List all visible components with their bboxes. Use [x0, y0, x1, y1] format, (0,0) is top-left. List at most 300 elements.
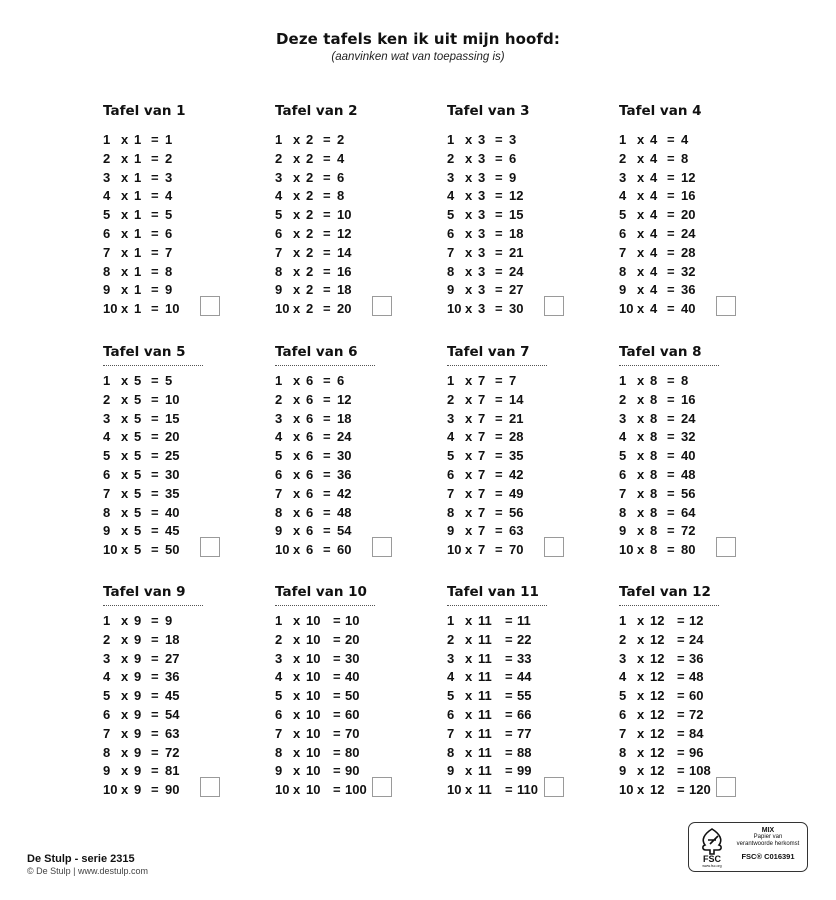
- multiplicand: 4: [650, 169, 658, 185]
- product: 36: [165, 669, 180, 685]
- equals-sign: =: [505, 688, 513, 704]
- product: 9: [165, 282, 173, 298]
- equals-sign: =: [323, 523, 331, 539]
- multiplier: 6: [275, 225, 283, 241]
- times-sign: x: [293, 485, 301, 501]
- multiplier: 2: [619, 150, 627, 166]
- multiplier: 1: [275, 132, 283, 147]
- times-sign: x: [637, 725, 645, 741]
- equals-sign: =: [151, 744, 159, 760]
- product: 35: [165, 485, 180, 501]
- equals-sign: =: [151, 669, 159, 685]
- equals-sign: =: [151, 391, 159, 407]
- page-subtitle: (aanvinken wat van toepassing is): [331, 51, 505, 63]
- product: 60: [337, 542, 352, 558]
- multiplier: 5: [275, 448, 283, 464]
- multiplier: 9: [447, 282, 455, 298]
- tables-grid: [103, 101, 803, 821]
- equals-sign: =: [151, 410, 159, 426]
- product: 48: [689, 669, 704, 685]
- equals-sign: =: [151, 631, 159, 647]
- multiplier: 2: [447, 391, 455, 407]
- multiplicand: 1: [134, 301, 142, 317]
- times-sign: x: [637, 782, 645, 798]
- multiplicand: 5: [134, 373, 142, 388]
- times-sign: x: [293, 282, 301, 298]
- times-sign: x: [121, 282, 129, 298]
- equals-sign: =: [151, 373, 159, 388]
- multiplicand: 4: [650, 150, 658, 166]
- multiplier: 10: [103, 782, 118, 798]
- times-sign: x: [637, 188, 645, 204]
- times-sign: x: [465, 669, 473, 685]
- multiplicand: 11: [478, 763, 492, 779]
- equals-sign: =: [667, 263, 675, 279]
- multiplicand: 10: [306, 669, 321, 685]
- multiplier: 10: [275, 542, 290, 558]
- times-sign: x: [637, 263, 645, 279]
- multiplicand: 9: [134, 782, 142, 798]
- times-sign: x: [637, 613, 645, 628]
- multiplicand: 6: [306, 373, 314, 388]
- equals-sign: =: [151, 301, 159, 317]
- multiplier: 3: [619, 169, 627, 185]
- equals-sign: =: [667, 244, 675, 260]
- product: 55: [517, 688, 532, 704]
- product: 5: [165, 373, 173, 388]
- equals-sign: =: [667, 169, 675, 185]
- product: 72: [689, 706, 704, 722]
- equals-sign: =: [677, 650, 685, 666]
- equals-sign: =: [495, 282, 503, 298]
- times-sign: x: [637, 485, 645, 501]
- multiplicand: 9: [134, 725, 142, 741]
- equals-sign: =: [151, 244, 159, 260]
- multiplicand: 4: [650, 263, 658, 279]
- product: 50: [345, 688, 360, 704]
- multiplier: 5: [275, 688, 283, 704]
- equals-sign: =: [151, 169, 159, 185]
- multiplier: 6: [447, 706, 455, 722]
- product: 12: [509, 188, 524, 204]
- checkbox-table-9[interactable]: [200, 777, 220, 797]
- product: 49: [509, 485, 524, 501]
- equals-sign: =: [677, 688, 685, 704]
- multiplicand: 3: [478, 150, 486, 166]
- times-table-1: [103, 101, 263, 317]
- times-sign: x: [121, 763, 129, 779]
- footer-copyright: © De Stulp | www.destulp.com: [27, 866, 149, 876]
- multiplier: 9: [447, 763, 455, 779]
- multiplier: 4: [447, 429, 455, 445]
- multiplier: 8: [619, 744, 627, 760]
- multiplicand: 4: [650, 244, 658, 260]
- multiplicand: 2: [306, 188, 314, 204]
- equals-sign: =: [667, 448, 675, 464]
- equals-sign: =: [667, 485, 675, 501]
- times-sign: x: [121, 132, 129, 147]
- checkbox-table-11[interactable]: [544, 777, 564, 797]
- table-title: Tafel van 7: [447, 344, 530, 360]
- product: 40: [345, 669, 360, 685]
- product: 21: [509, 244, 524, 260]
- times-sign: x: [465, 244, 473, 260]
- times-sign: x: [637, 301, 645, 317]
- equals-sign: =: [495, 523, 503, 539]
- product: 7: [165, 244, 173, 260]
- multiplicand: 2: [306, 132, 314, 147]
- multiplier: 2: [103, 150, 111, 166]
- multiplicand: 5: [134, 429, 142, 445]
- times-sign: x: [121, 523, 129, 539]
- times-sign: x: [465, 410, 473, 426]
- multiplier: 1: [447, 132, 455, 147]
- product: 1: [165, 132, 173, 147]
- equals-sign: =: [495, 263, 503, 279]
- multiplier: 1: [103, 373, 111, 388]
- multiplier: 1: [619, 132, 627, 147]
- table-title: Tafel van 11: [447, 584, 539, 600]
- product: 16: [337, 263, 352, 279]
- equals-sign: =: [333, 631, 341, 647]
- equals-sign: =: [677, 613, 685, 628]
- product: 80: [681, 542, 696, 558]
- multiplier: 1: [103, 613, 111, 628]
- times-sign: x: [121, 688, 129, 704]
- table-title: Tafel van 10: [275, 584, 367, 600]
- multiplicand: 8: [650, 542, 658, 558]
- dotted-divider: [275, 605, 375, 606]
- checkbox-table-2[interactable]: [372, 296, 392, 316]
- multiplier: 9: [447, 523, 455, 539]
- multiplicand: 5: [134, 391, 142, 407]
- equals-sign: =: [323, 132, 331, 147]
- times-sign: x: [637, 650, 645, 666]
- times-sign: x: [465, 763, 473, 779]
- times-sign: x: [293, 523, 301, 539]
- product: 18: [337, 282, 352, 298]
- equals-sign: =: [495, 373, 503, 388]
- multiplier: 5: [447, 448, 455, 464]
- checkbox-table-5[interactable]: [200, 537, 220, 557]
- table-title: Tafel van 12: [619, 584, 711, 600]
- multiplier: 10: [619, 782, 634, 798]
- equals-sign: =: [323, 301, 331, 317]
- multiplier: 7: [447, 725, 455, 741]
- multiplicand: 9: [134, 631, 142, 647]
- multiplicand: 6: [306, 504, 314, 520]
- product: 18: [337, 410, 352, 426]
- checkbox-table-6[interactable]: [372, 537, 392, 557]
- equals-sign: =: [151, 282, 159, 298]
- checkbox-table-1[interactable]: [200, 296, 220, 316]
- product: 45: [165, 688, 180, 704]
- times-sign: x: [637, 429, 645, 445]
- product: 28: [509, 429, 524, 445]
- times-sign: x: [637, 410, 645, 426]
- multiplicand: 9: [134, 763, 142, 779]
- product: 32: [681, 263, 696, 279]
- multiplier: 3: [103, 650, 111, 666]
- times-sign: x: [293, 429, 301, 445]
- footer-title: De Stulp - serie 2315: [27, 853, 135, 865]
- times-sign: x: [465, 391, 473, 407]
- checkbox-table-8[interactable]: [716, 537, 736, 557]
- product: 22: [517, 631, 532, 647]
- product: 90: [165, 782, 180, 798]
- multiplicand: 7: [478, 466, 486, 482]
- times-sign: x: [465, 706, 473, 722]
- multiplicand: 2: [306, 282, 314, 298]
- multiplicand: 6: [306, 542, 314, 558]
- times-sign: x: [465, 301, 473, 317]
- times-sign: x: [121, 429, 129, 445]
- product: 8: [681, 150, 689, 166]
- multiplier: 7: [619, 725, 627, 741]
- equals-sign: =: [151, 225, 159, 241]
- dotted-divider: [447, 365, 547, 366]
- multiplicand: 8: [650, 504, 658, 520]
- product: 30: [165, 466, 180, 482]
- multiplier: 3: [103, 410, 111, 426]
- table-title: Tafel van 4: [619, 103, 702, 119]
- equals-sign: =: [495, 188, 503, 204]
- times-sign: x: [293, 225, 301, 241]
- times-sign: x: [637, 688, 645, 704]
- product: 77: [517, 725, 532, 741]
- equals-sign: =: [667, 429, 675, 445]
- times-sign: x: [293, 410, 301, 426]
- times-sign: x: [637, 282, 645, 298]
- product: 4: [165, 188, 173, 204]
- times-table-7: [447, 342, 607, 558]
- footer: [27, 853, 148, 876]
- product: 10: [165, 301, 180, 317]
- multiplicand: 8: [650, 448, 658, 464]
- product: 20: [165, 429, 180, 445]
- times-sign: x: [637, 744, 645, 760]
- times-sign: x: [465, 188, 473, 204]
- equals-sign: =: [505, 650, 513, 666]
- equals-sign: =: [151, 150, 159, 166]
- equals-sign: =: [505, 669, 513, 685]
- equals-sign: =: [495, 225, 503, 241]
- equals-sign: =: [495, 429, 503, 445]
- times-sign: x: [121, 504, 129, 520]
- product: 4: [337, 150, 345, 166]
- multiplier: 4: [619, 429, 627, 445]
- multiplier: 5: [619, 448, 627, 464]
- multiplicand: 1: [134, 132, 142, 147]
- multiplier: 8: [447, 504, 455, 520]
- multiplicand: 6: [306, 410, 314, 426]
- multiplier: 1: [275, 613, 283, 628]
- product: 24: [681, 225, 696, 241]
- product: 12: [689, 613, 704, 628]
- multiplier: 5: [103, 688, 111, 704]
- equals-sign: =: [677, 763, 685, 779]
- multiplier: 7: [103, 244, 111, 260]
- product: 27: [165, 650, 180, 666]
- equals-sign: =: [667, 282, 675, 298]
- equals-sign: =: [333, 706, 341, 722]
- times-sign: x: [465, 169, 473, 185]
- times-sign: x: [293, 613, 301, 628]
- equals-sign: =: [495, 150, 503, 166]
- multiplier: 7: [103, 725, 111, 741]
- product: 7: [509, 373, 517, 388]
- times-sign: x: [637, 523, 645, 539]
- product: 28: [681, 244, 696, 260]
- multiplicand: 7: [478, 485, 486, 501]
- times-sign: x: [465, 429, 473, 445]
- multiplicand: 7: [478, 448, 486, 464]
- equals-sign: =: [333, 725, 341, 741]
- multiplicand: 6: [306, 485, 314, 501]
- equals-sign: =: [151, 523, 159, 539]
- times-sign: x: [637, 373, 645, 388]
- equals-sign: =: [151, 132, 159, 147]
- times-sign: x: [121, 669, 129, 685]
- multiplier: 7: [103, 485, 111, 501]
- times-sign: x: [121, 207, 129, 223]
- multiplicand: 3: [478, 301, 486, 317]
- multiplier: 3: [619, 650, 627, 666]
- multiplier: 1: [103, 132, 111, 147]
- times-table-12: [619, 582, 779, 798]
- equals-sign: =: [667, 132, 675, 147]
- product: 110: [517, 782, 538, 798]
- checkbox-table-7[interactable]: [544, 537, 564, 557]
- multiplier: 10: [275, 782, 290, 798]
- multiplicand: 11: [478, 650, 492, 666]
- times-sign: x: [465, 688, 473, 704]
- product: 9: [165, 613, 173, 628]
- multiplicand: 4: [650, 225, 658, 241]
- multiplicand: 7: [478, 504, 486, 520]
- equals-sign: =: [667, 466, 675, 482]
- multiplier: 8: [275, 744, 283, 760]
- equals-sign: =: [677, 706, 685, 722]
- multiplicand: 7: [478, 523, 486, 539]
- product: 66: [517, 706, 532, 722]
- multiplicand: 11: [478, 706, 492, 722]
- multiplicand: 3: [478, 132, 486, 147]
- multiplier: 10: [619, 301, 634, 317]
- times-sign: x: [465, 542, 473, 558]
- checkbox-table-4[interactable]: [716, 296, 736, 316]
- multiplicand: 12: [650, 613, 665, 628]
- product: 30: [337, 448, 352, 464]
- multiplicand: 9: [134, 613, 142, 628]
- multiplicand: 2: [306, 244, 314, 260]
- multiplier: 4: [619, 188, 627, 204]
- fsc-code: FSC® C016391: [741, 852, 795, 861]
- checkbox-table-3[interactable]: [544, 296, 564, 316]
- page-title: Deze tafels ken ik uit mijn hoofd:: [276, 30, 560, 48]
- multiplicand: 8: [650, 373, 658, 388]
- product: 60: [345, 706, 360, 722]
- multiplier: 1: [619, 613, 627, 628]
- product: 20: [337, 301, 352, 317]
- product: 42: [509, 466, 524, 482]
- multiplier: 6: [103, 466, 111, 482]
- multiplier: 7: [447, 244, 455, 260]
- times-sign: x: [121, 706, 129, 722]
- product: 84: [689, 725, 704, 741]
- multiplier: 10: [447, 542, 462, 558]
- product: 108: [689, 763, 711, 779]
- multiplier: 6: [103, 225, 111, 241]
- multiplicand: 9: [134, 688, 142, 704]
- multiplicand: 7: [478, 410, 486, 426]
- equals-sign: =: [495, 410, 503, 426]
- times-sign: x: [293, 763, 301, 779]
- times-sign: x: [637, 669, 645, 685]
- multiplicand: 4: [650, 132, 658, 147]
- product: 80: [345, 744, 360, 760]
- multiplier: 4: [447, 669, 455, 685]
- checkbox-table-12[interactable]: [716, 777, 736, 797]
- multiplicand: 6: [306, 523, 314, 539]
- multiplier: 7: [275, 485, 283, 501]
- fsc-label: [688, 822, 808, 872]
- times-sign: x: [637, 132, 645, 147]
- fsc-mix: MIX: [761, 827, 775, 834]
- product: 40: [165, 504, 180, 520]
- equals-sign: =: [151, 429, 159, 445]
- equals-sign: =: [151, 188, 159, 204]
- multiplier: 10: [447, 301, 462, 317]
- multiplicand: 8: [650, 429, 658, 445]
- product: 36: [681, 282, 696, 298]
- multiplier: 5: [447, 207, 455, 223]
- product: 72: [681, 523, 696, 539]
- times-sign: x: [121, 169, 129, 185]
- fsc-line2: verantwoorde herkomst: [736, 841, 800, 847]
- multiplicand: 8: [650, 523, 658, 539]
- product: 100: [345, 782, 367, 798]
- product: 24: [689, 631, 704, 647]
- equals-sign: =: [505, 744, 513, 760]
- times-sign: x: [121, 650, 129, 666]
- product: 6: [337, 373, 345, 388]
- dotted-divider: [103, 605, 203, 606]
- equals-sign: =: [151, 448, 159, 464]
- product: 48: [337, 504, 352, 520]
- equals-sign: =: [495, 207, 503, 223]
- times-sign: x: [121, 391, 129, 407]
- multiplicand: 1: [134, 188, 142, 204]
- product: 8: [337, 188, 345, 204]
- product: 16: [681, 391, 696, 407]
- equals-sign: =: [495, 391, 503, 407]
- times-table-4: [619, 101, 779, 317]
- equals-sign: =: [677, 631, 685, 647]
- multiplier: 2: [619, 631, 627, 647]
- multiplicand: 8: [650, 391, 658, 407]
- checkbox-table-10[interactable]: [372, 777, 392, 797]
- multiplicand: 3: [478, 188, 486, 204]
- times-sign: x: [465, 448, 473, 464]
- product: 3: [509, 132, 517, 147]
- times-sign: x: [637, 207, 645, 223]
- equals-sign: =: [333, 688, 341, 704]
- times-sign: x: [465, 650, 473, 666]
- product: 88: [517, 744, 532, 760]
- multiplicand: 6: [306, 448, 314, 464]
- equals-sign: =: [151, 542, 159, 558]
